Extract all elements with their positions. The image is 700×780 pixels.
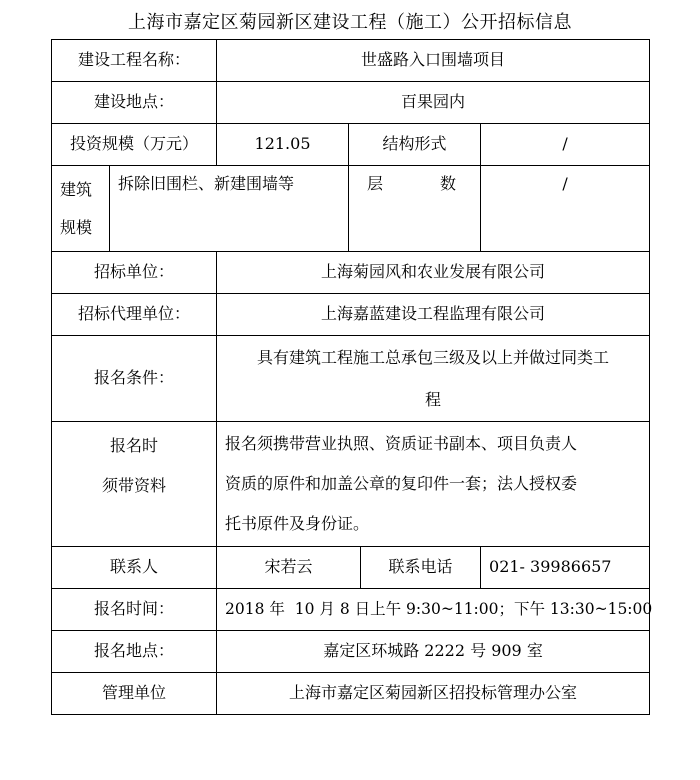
row-investment [52, 124, 650, 166]
tender-info-table [51, 39, 653, 715]
management-value: 上海市嘉定区菊园新区招投标管理办公室 [217, 673, 650, 715]
agent-value: 上海嘉蓝建设工程监理有限公司 [217, 294, 650, 336]
row-scale [52, 166, 650, 252]
scale-label [52, 166, 110, 252]
row-reg-place [52, 631, 650, 673]
phone-label: 联系电话 [361, 547, 481, 589]
reg-time-value: 2018 年 10 月 8 日上午 9:30~11:00；下午 13:30~15:00 [217, 589, 650, 631]
phone-value: 021- 39986657 [481, 547, 650, 589]
tenderer-label: 招标单位： [52, 252, 217, 294]
documents-line2: 资质的原件和加盖公章的复印件一套；法人授权委 [225, 474, 578, 493]
row-reg-time [52, 589, 650, 631]
conditions-label: 报名条件： [52, 336, 217, 422]
location-value: 百果园内 [217, 82, 650, 124]
investment-label: 投资规模（万元） [52, 124, 217, 166]
documents-line1: 报名须携带营业执照、资质证书副本、项目负责人 [225, 434, 578, 453]
row-conditions [52, 336, 650, 422]
project-name-value: 世盛路入口围墙项目 [217, 40, 650, 82]
contact-value: 宋若云 [217, 547, 361, 589]
documents-value [217, 422, 650, 547]
row-management [52, 673, 650, 715]
investment-value: 121.05 [217, 124, 349, 166]
floors-label-char2: 数 [440, 174, 457, 193]
row-tenderer [52, 252, 650, 294]
row-contact [52, 547, 650, 589]
reg-time-label: 报名时间： [52, 589, 217, 631]
location-label: 建设地点： [52, 82, 217, 124]
project-name-label: 建设工程名称： [52, 40, 217, 82]
documents-label-line1: 报名时 [110, 436, 159, 455]
row-agent [52, 294, 650, 336]
row-documents [52, 422, 650, 547]
conditions-line2: 程 [425, 389, 442, 409]
contact-label: 联系人 [52, 547, 217, 589]
scale-label-line1: 建筑 [60, 179, 93, 199]
floors-label [349, 166, 481, 252]
documents-line3: 托书原件及身份证。 [225, 514, 370, 533]
conditions-line1: 具有建筑工程施工总承包三级及以上并做过同类工 [257, 347, 610, 367]
structure-value: / [481, 124, 650, 166]
documents-label-line2: 须带资料 [102, 476, 167, 495]
scale-value: 拆除旧围栏、新建围墙等 [110, 166, 349, 252]
reg-place-value: 嘉定区环城路 2222 号 909 室 [217, 631, 650, 673]
floors-value: / [481, 166, 650, 252]
page-title: 上海市嘉定区菊园新区建设工程（施工）公开招标信息 [128, 12, 572, 33]
tenderer-value: 上海菊园风和农业发展有限公司 [217, 252, 650, 294]
conditions-value [217, 336, 650, 422]
scale-label-line2: 规模 [60, 217, 93, 237]
row-project-name [52, 40, 650, 82]
management-label: 管理单位 [52, 673, 217, 715]
floors-label-char1: 层 [367, 174, 384, 193]
reg-place-label: 报名地点： [52, 631, 217, 673]
agent-label: 招标代理单位： [52, 294, 217, 336]
row-location [52, 82, 650, 124]
structure-label: 结构形式 [349, 124, 481, 166]
documents-label [52, 422, 217, 547]
